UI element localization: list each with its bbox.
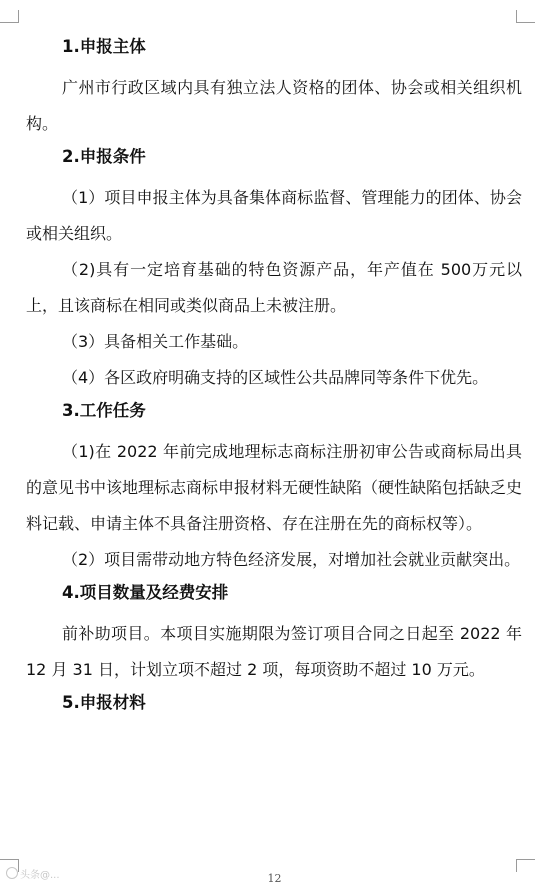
paragraph-condition-2: （2)具有一定培育基础的特色资源产品，年产值在 500万元以上，且该商标在相同或类似商品上未被注册。 (26, 260, 522, 315)
section-heading-materials: 5.申报材料 (62, 693, 146, 712)
crop-mark-bottom-right (516, 859, 535, 872)
section-heading-conditions: 2.申报条件 (62, 147, 146, 166)
page-number: 12 (267, 872, 282, 885)
section-heading-applicant: 1.申报主体 (62, 37, 146, 56)
paragraph-condition-1: （1）项目申报主体为具备集体商标监督、管理能力的团体、协会或相关组织。 (26, 188, 522, 243)
crop-mark-top-right (516, 10, 535, 23)
crop-mark-top-left (0, 10, 19, 23)
watermark-text: 头条@... (20, 870, 60, 881)
document-body (26, 32, 522, 718)
paragraph-applicant: 广州市行政区域内具有独立法人资格的团体、协会或相关组织机构。 (26, 78, 522, 133)
section-heading-funding: 4.项目数量及经费安排 (62, 583, 229, 602)
paragraph-condition-3: （3）具备相关工作基础。 (62, 332, 249, 351)
paragraph-funding: 前补助项目。本项目实施期限为签订项目合同之日起至 2022 年 12 月 31 日，计划立项不超过 2 项，每项资助不超过 10 万元。 (26, 624, 522, 679)
paragraph-task-1: （1)在 2022 年前完成地理标志商标注册初审公告或商标局出具的意见书中该地理标志商标申报材料无硬性缺陷（硬性缺陷包括缺乏史料记载、申请主体不具备注册资格、存在注册在先的商标权等）。 (26, 442, 523, 533)
paragraph-condition-4: （4）各区政府明确支持的区域性公共品牌同等条件下优先。 (62, 368, 489, 387)
paragraph-task-2: （2）项目需带动地方特色经济发展，对增加社会就业贡献突出。 (62, 550, 521, 569)
section-heading-tasks: 3.工作任务 (62, 401, 146, 420)
